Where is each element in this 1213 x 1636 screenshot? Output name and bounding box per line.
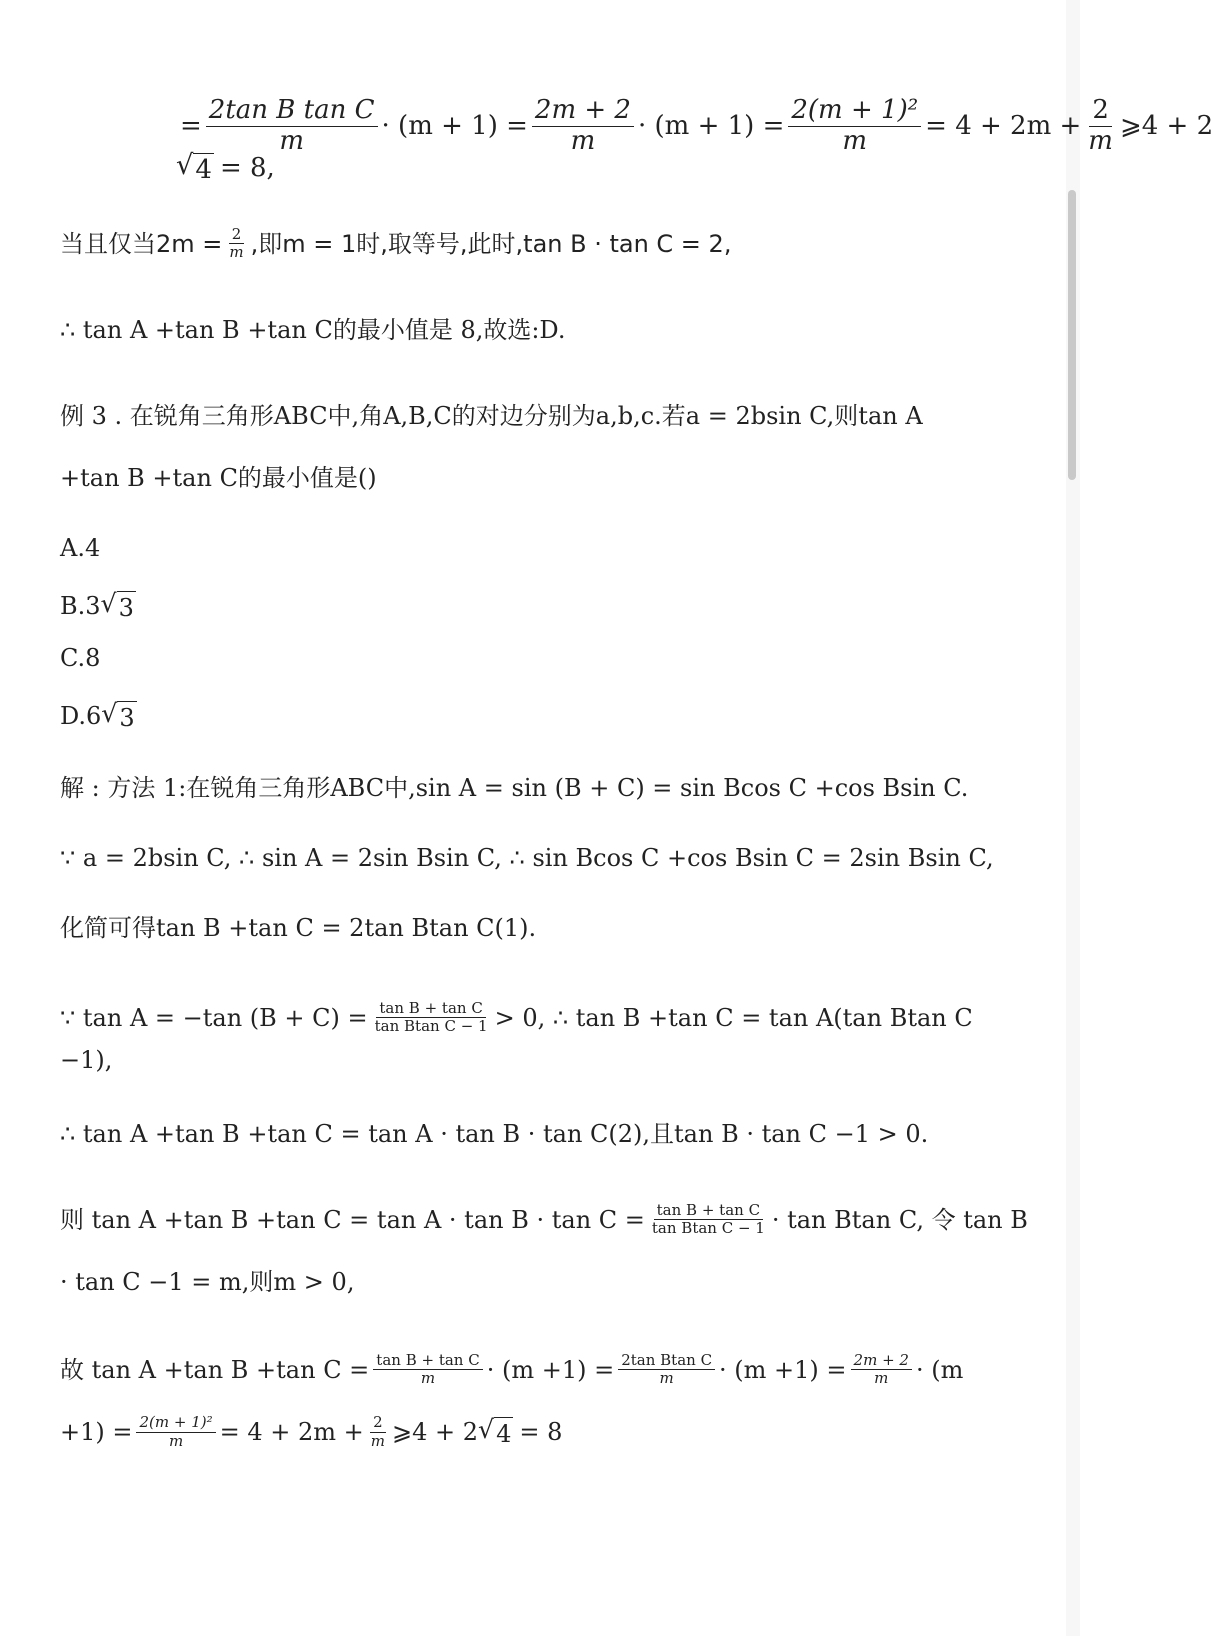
text: = 8	[519, 1418, 563, 1446]
denominator: m	[842, 125, 868, 156]
fraction	[532, 96, 634, 157]
denominator: tan Btan C − 1	[651, 1219, 765, 1238]
text: · (m	[915, 1355, 964, 1384]
text-line-6: +tan B +tan C的最小值是()	[60, 464, 377, 492]
solution-line-1: 解 : 方法 1:在锐角三角形ABC中,sin A = sin (B + C) = sin Bcos C +cos Bsin C.	[60, 774, 969, 802]
text: · (m +1) =	[719, 1355, 847, 1384]
text: > 0, ∴ tan B +tan C = tan A(tan Btan C	[494, 1003, 973, 1032]
text: +1) =	[60, 1418, 133, 1446]
text: 则 tan A +tan B +tan C = tan A · tan B · tan C =	[60, 1205, 645, 1234]
text: = 4 + 2m +	[219, 1418, 364, 1446]
text: D.6	[60, 702, 102, 730]
denominator: m	[168, 1431, 184, 1450]
numerator: 2m + 2	[532, 96, 634, 127]
fraction	[373, 1352, 482, 1388]
fraction	[618, 1352, 715, 1388]
example-3-heading: 例 3 . 在锐角三角形ABC中,角A,B,C的对边分别为a,b,c.若a = 2bsin C,则tan A	[60, 402, 923, 430]
solution-line-3: 化简可得tan B +tan C = 2tan Btan C(1).	[60, 914, 537, 942]
text-line-3	[60, 226, 731, 262]
numerator: 2(m + 1)²	[136, 1414, 215, 1432]
equation-line-1	[180, 96, 1213, 157]
fraction	[851, 1352, 912, 1388]
fraction	[1085, 96, 1116, 157]
fraction	[226, 226, 246, 262]
option-c: C.8	[60, 644, 101, 672]
numerator: tan B + tan C	[654, 1202, 763, 1220]
fraction	[206, 96, 378, 157]
radicand: 3	[117, 591, 136, 624]
fraction	[372, 1000, 491, 1036]
solution-line-10	[60, 1414, 562, 1450]
text: =	[180, 111, 202, 142]
numerator: 2m + 2	[851, 1352, 912, 1370]
text-line-4: ∴ tan A +tan B +tan C的最小值是 8,故选:D.	[60, 316, 566, 344]
square-root: √ 4	[478, 1415, 512, 1448]
denominator: m	[370, 1431, 385, 1450]
text: ∵ tan A = −tan (B + C) =	[60, 1003, 368, 1032]
text: ⩾4 + 2	[1119, 111, 1213, 142]
radicand: 3	[117, 701, 136, 734]
text: 故 tan A +tan B +tan C =	[60, 1355, 370, 1384]
text: ⩾4 + 2	[392, 1418, 479, 1446]
solution-line-8: · tan C −1 = m,则m > 0,	[60, 1268, 355, 1296]
equation-line-2	[176, 150, 275, 186]
square-root: √ 3	[101, 699, 135, 732]
numerator: tan B + tan C	[376, 1000, 485, 1018]
numerator: 2	[229, 226, 245, 244]
numerator: 2	[1089, 96, 1112, 127]
square-root: √ 3	[100, 589, 134, 622]
numerator: 2tan B tan C	[206, 96, 378, 127]
numerator: 2tan Btan C	[618, 1352, 715, 1370]
radicand: 4	[195, 155, 212, 185]
fraction	[136, 1414, 215, 1450]
text: · (m + 1) =	[637, 111, 785, 142]
fraction	[649, 1202, 768, 1238]
text: = 8,	[219, 153, 275, 183]
option-d	[60, 698, 137, 734]
text: ,即m = 1时,取等号,此时,tan B · tan C = 2,	[250, 229, 732, 258]
denominator: m	[420, 1369, 436, 1388]
option-a: A.4	[60, 534, 101, 562]
solution-line-5: −1),	[60, 1046, 113, 1074]
denominator: m	[659, 1369, 674, 1388]
denominator: m	[1088, 125, 1113, 156]
solution-line-2: ∵ a = 2bsin C, ∴ sin A = 2sin Bsin C, ∴ sin Bcos C +cos Bsin C = 2sin Bsin C,	[60, 844, 994, 872]
option-b	[60, 588, 136, 624]
numerator: 2(m + 1)²	[788, 96, 921, 127]
radicand: 4	[494, 1417, 513, 1450]
solution-line-7	[60, 1202, 1028, 1238]
text: · (m + 1) =	[381, 111, 528, 142]
text: · (m +1) =	[486, 1355, 615, 1384]
fraction	[368, 1414, 388, 1450]
text: = 4 + 2m +	[925, 111, 1082, 142]
numerator: tan B + tan C	[373, 1352, 482, 1370]
text: 当且仅当2m =	[60, 229, 223, 258]
solution-line-9	[60, 1352, 963, 1388]
scrollbar-thumb[interactable]	[1068, 190, 1076, 480]
denominator: m	[874, 1369, 889, 1388]
text: B.3	[60, 592, 101, 620]
square-root: √ 4	[176, 150, 212, 185]
denominator: m	[570, 125, 596, 156]
numerator: 2	[370, 1414, 386, 1432]
denominator: m	[229, 243, 244, 262]
denominator: m	[279, 125, 304, 156]
denominator: tan Btan C − 1	[374, 1017, 488, 1036]
fraction	[788, 96, 921, 157]
solution-line-6: ∴ tan A +tan B +tan C = tan A · tan B · tan C(2),且tan B · tan C −1 > 0.	[60, 1120, 929, 1148]
solution-line-4	[60, 1000, 973, 1036]
text: · tan Btan C, 令 tan B	[771, 1205, 1028, 1234]
